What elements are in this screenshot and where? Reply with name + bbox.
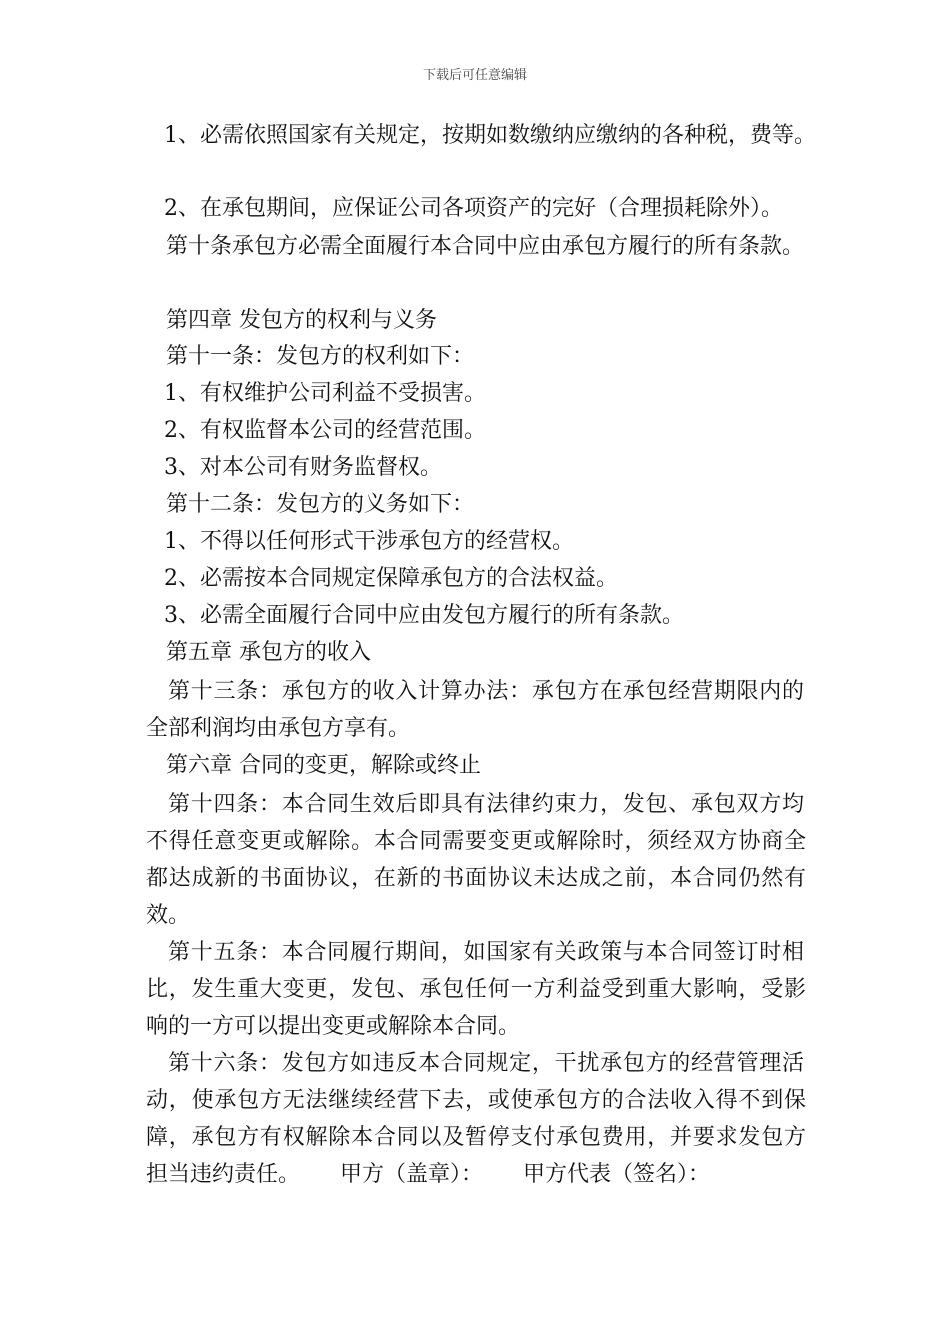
- page-header: 下载后可任意编辑: [422, 68, 527, 83]
- article-12-line: 第十二条：发包方的义务如下：: [166, 492, 475, 517]
- paragraph-line: 不得任意变更或解除。本合同需要变更或解除时，须经双方协商全: [146, 829, 806, 854]
- article-16-line: 第十六条：发包方如违反本合同规定，干扰承包方的经营管理活: [168, 1051, 804, 1076]
- paragraph-line: 1、必需依照国家有关规定，按期如数缴纳应缴纳的各种税，费等。: [164, 123, 816, 148]
- list-item: 3、对本公司有财务监督权。: [164, 455, 442, 480]
- article-15-line: 第十五条：本合同履行期间，如国家有关政策与本合同签订时相: [168, 940, 804, 965]
- list-item: 3、必需全面履行合同中应由发包方履行的所有条款。: [164, 603, 684, 628]
- list-item: 1、不得以任何形式干涉承包方的经营权。: [164, 529, 574, 554]
- paragraph-line: 比，发生重大变更，发包、承包任何一方利益受到重大影响，受影: [146, 977, 806, 1002]
- paragraph-line: 2、在承包期间，应保证公司各项资产的完好（合理损耗除外）。: [164, 196, 783, 221]
- list-item: 2、必需按本合同规定保障承包方的合法权益。: [164, 566, 618, 591]
- article-13-line: 第十三条：承包方的收入计算办法：承包方在承包经营期限内的: [168, 679, 804, 704]
- list-item: 2、有权监督本公司的经营范围。: [164, 418, 486, 443]
- article-10-line: 第十条承包方必需全面履行本合同中应由承包方履行的所有条款。: [166, 234, 805, 259]
- article-14-line: 第十四条：本合同生效后即具有法律约束力，发包、承包双方均: [168, 792, 804, 817]
- list-item: 1、有权维护公司利益不受损害。: [164, 381, 486, 406]
- article-11-line: 第十一条：发包方的权利如下：: [166, 344, 475, 369]
- paragraph-line: 障，承包方有权解除本合同以及暂停支付承包费用，并要求发包方: [146, 1125, 806, 1150]
- paragraph-line: 效。: [146, 903, 191, 928]
- paragraph-line: 都达成新的书面协议，在新的书面协议未达成之前，本合同仍然有: [146, 866, 806, 891]
- paragraph-tail: 担当违约责任。: [146, 1162, 301, 1187]
- chapter-6-heading: 第六章 合同的变更，解除或终止: [166, 753, 481, 778]
- paragraph-line: 动，使承包方无法继续经营下去，或使承包方的合法收入得不到保: [146, 1088, 806, 1113]
- chapter-4-heading: 第四章 发包方的权利与义务: [166, 308, 437, 333]
- chapter-5-heading: 第五章 承包方的收入: [166, 640, 371, 665]
- party-a-seal-label: 甲方（盖章）：: [340, 1162, 484, 1187]
- paragraph-line: 响的一方可以提出变更或解除本合同。: [146, 1014, 521, 1039]
- paragraph-line: 全部利润均由承包方享有。: [146, 716, 411, 741]
- signature-line: [146, 1160, 710, 1190]
- party-a-rep-label: 甲方代表（签名）：: [523, 1162, 711, 1187]
